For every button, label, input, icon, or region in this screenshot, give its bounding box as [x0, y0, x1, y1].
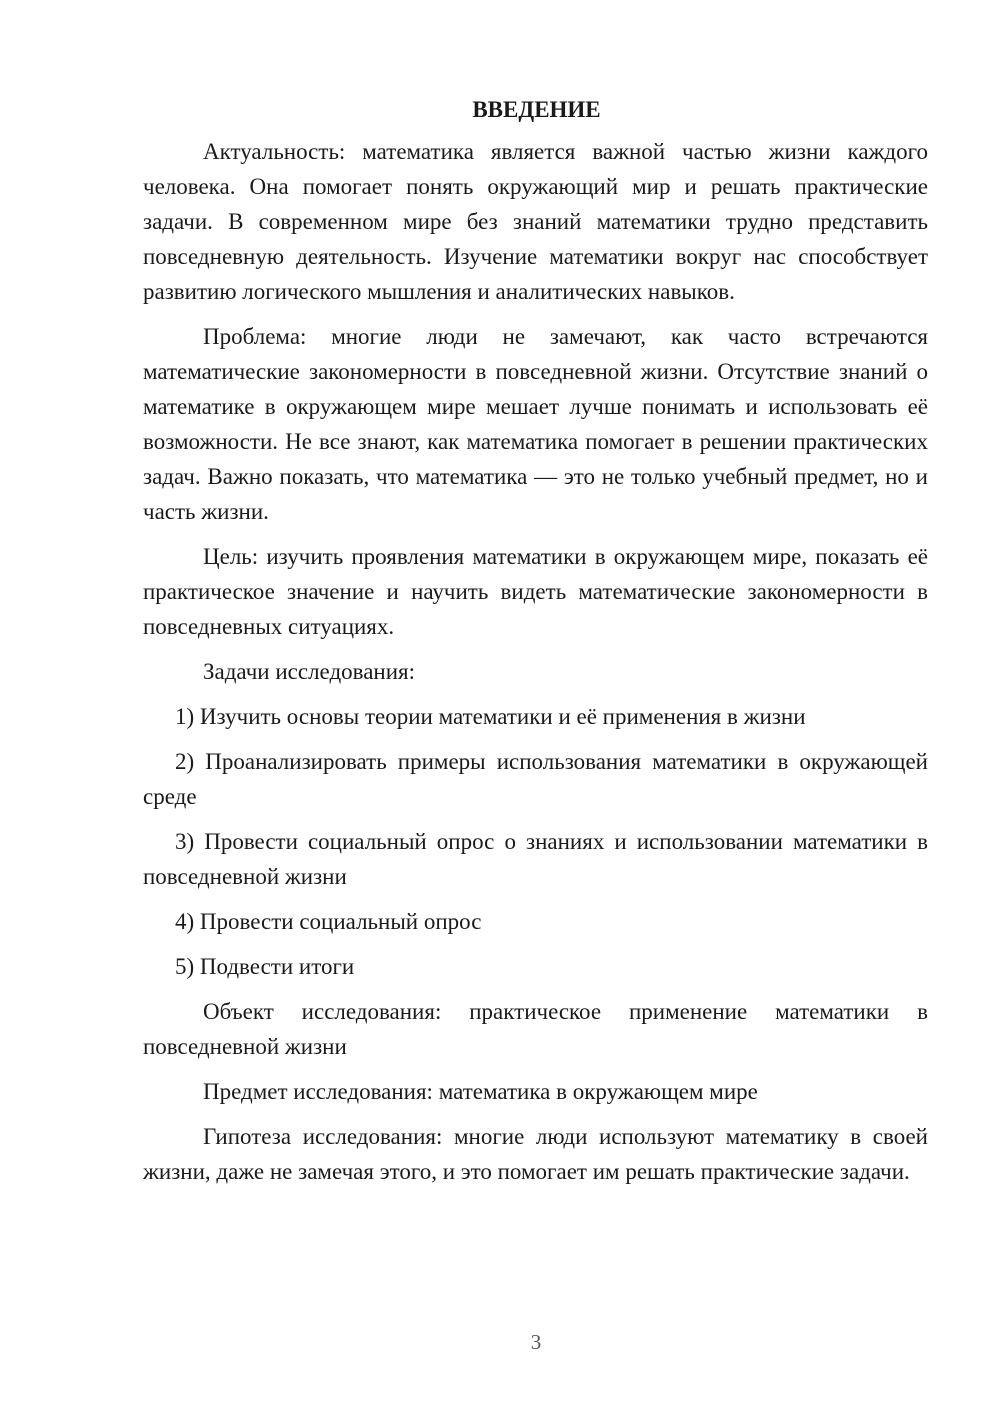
task-item-5: 5) Подвести итоги	[175, 954, 355, 979]
paragraph-subject: Предмет исследования: математика в окружающем мире	[203, 1079, 758, 1104]
page-number: 3	[530, 1330, 542, 1354]
paragraph-goal: Цель: изучить проявления математики в окружающем мире, показать её практическое значение и научить видеть математические закономерности в повседневных ситуациях.	[143, 544, 928, 639]
paragraph-object: Объект исследования: практическое применение математики в повседневной жизни	[143, 999, 928, 1059]
tasks-heading: Задачи исследования:	[203, 659, 416, 684]
task-item-2: 2) Проанализировать примеры использования математики в окружающей среде	[143, 749, 928, 809]
paragraph-problem: Проблема: многие люди не замечают, как часто встречаются математические закономерности в повседневной жизни. Отсутствие знаний о математике в окружающем мире мешает лучше понимать и использовать её возможности. Не все знают, как математика помогает в решении практических задач. Важно показать, что математика — это не только учебный предмет, но и часть жизни.	[143, 324, 928, 524]
task-item-3: 3) Провести социальный опрос о знаниях и использовании математики в повседневной жизни	[143, 829, 928, 889]
paragraph-relevance: Актуальность: математика является важной частью жизни каждого человека. Она помогает понять окружающий мир и решать практические задачи. В современном мире без знаний математики трудно представить повседневную деятельность. Изучение математики вокруг нас способствует развитию логического мышления и аналитических навыков.	[143, 139, 928, 304]
task-item-4: 4) Провести социальный опрос	[175, 909, 482, 934]
page-title: ВВЕДЕНИЕ	[472, 97, 601, 122]
task-item-1: 1) Изучить основы теории математики и её применения в жизни	[175, 704, 806, 729]
paragraph-hypothesis: Гипотеза исследования: многие люди используют математику в своей жизни, даже не замечая этого, и это помогает им решать практические задачи.	[143, 1124, 928, 1184]
document-page	[143, 92, 928, 1199]
